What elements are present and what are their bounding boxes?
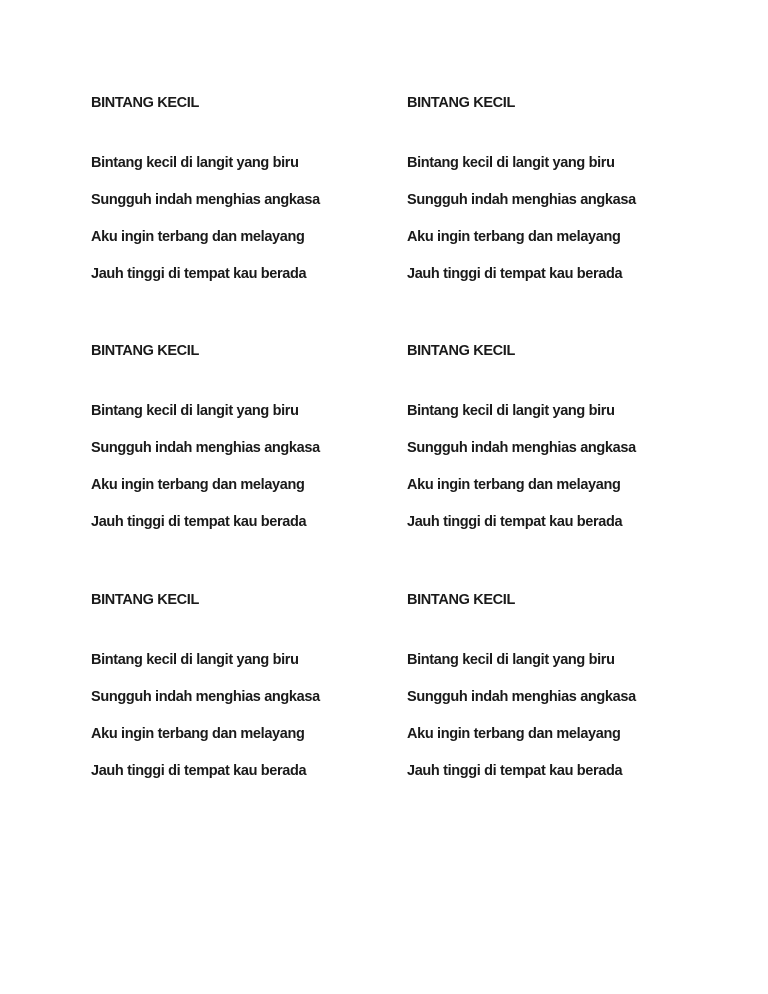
lyric-line: Sungguh indah menghias angkasa <box>407 192 636 208</box>
lyric-line: Sungguh indah menghias angkasa <box>407 689 636 705</box>
song-title: BINTANG KECIL <box>407 343 515 359</box>
lyric-line: Aku ingin terbang dan melayang <box>91 726 305 742</box>
lyric-line: Bintang kecil di langit yang biru <box>91 652 299 668</box>
song-title: BINTANG KECIL <box>91 592 199 608</box>
lyric-line: Bintang kecil di langit yang biru <box>91 403 299 419</box>
song-title: BINTANG KECIL <box>407 592 515 608</box>
lyric-line: Jauh tinggi di tempat kau berada <box>91 763 307 779</box>
lyric-line: Bintang kecil di langit yang biru <box>407 403 615 419</box>
song-title: BINTANG KECIL <box>91 343 199 359</box>
lyric-line: Bintang kecil di langit yang biru <box>91 155 299 171</box>
lyric-line: Sungguh indah menghias angkasa <box>407 440 636 456</box>
lyric-line: Sungguh indah menghias angkasa <box>91 192 320 208</box>
lyric-line: Sungguh indah menghias angkasa <box>91 689 320 705</box>
lyric-line: Aku ingin terbang dan melayang <box>91 229 305 245</box>
lyric-line: Aku ingin terbang dan melayang <box>407 726 621 742</box>
lyric-line: Aku ingin terbang dan melayang <box>407 229 621 245</box>
lyric-line: Aku ingin terbang dan melayang <box>407 477 621 493</box>
lyric-line: Bintang kecil di langit yang biru <box>407 155 615 171</box>
lyric-line: Bintang kecil di langit yang biru <box>407 652 615 668</box>
lyric-line: Aku ingin terbang dan melayang <box>91 477 305 493</box>
lyric-line: Jauh tinggi di tempat kau berada <box>407 266 623 282</box>
lyric-line: Jauh tinggi di tempat kau berada <box>407 514 623 530</box>
lyric-line: Jauh tinggi di tempat kau berada <box>91 266 307 282</box>
lyric-line: Sungguh indah menghias angkasa <box>91 440 320 456</box>
song-title: BINTANG KECIL <box>407 95 515 111</box>
lyric-line: Jauh tinggi di tempat kau berada <box>91 514 307 530</box>
lyric-line: Jauh tinggi di tempat kau berada <box>407 763 623 779</box>
song-title: BINTANG KECIL <box>91 95 199 111</box>
